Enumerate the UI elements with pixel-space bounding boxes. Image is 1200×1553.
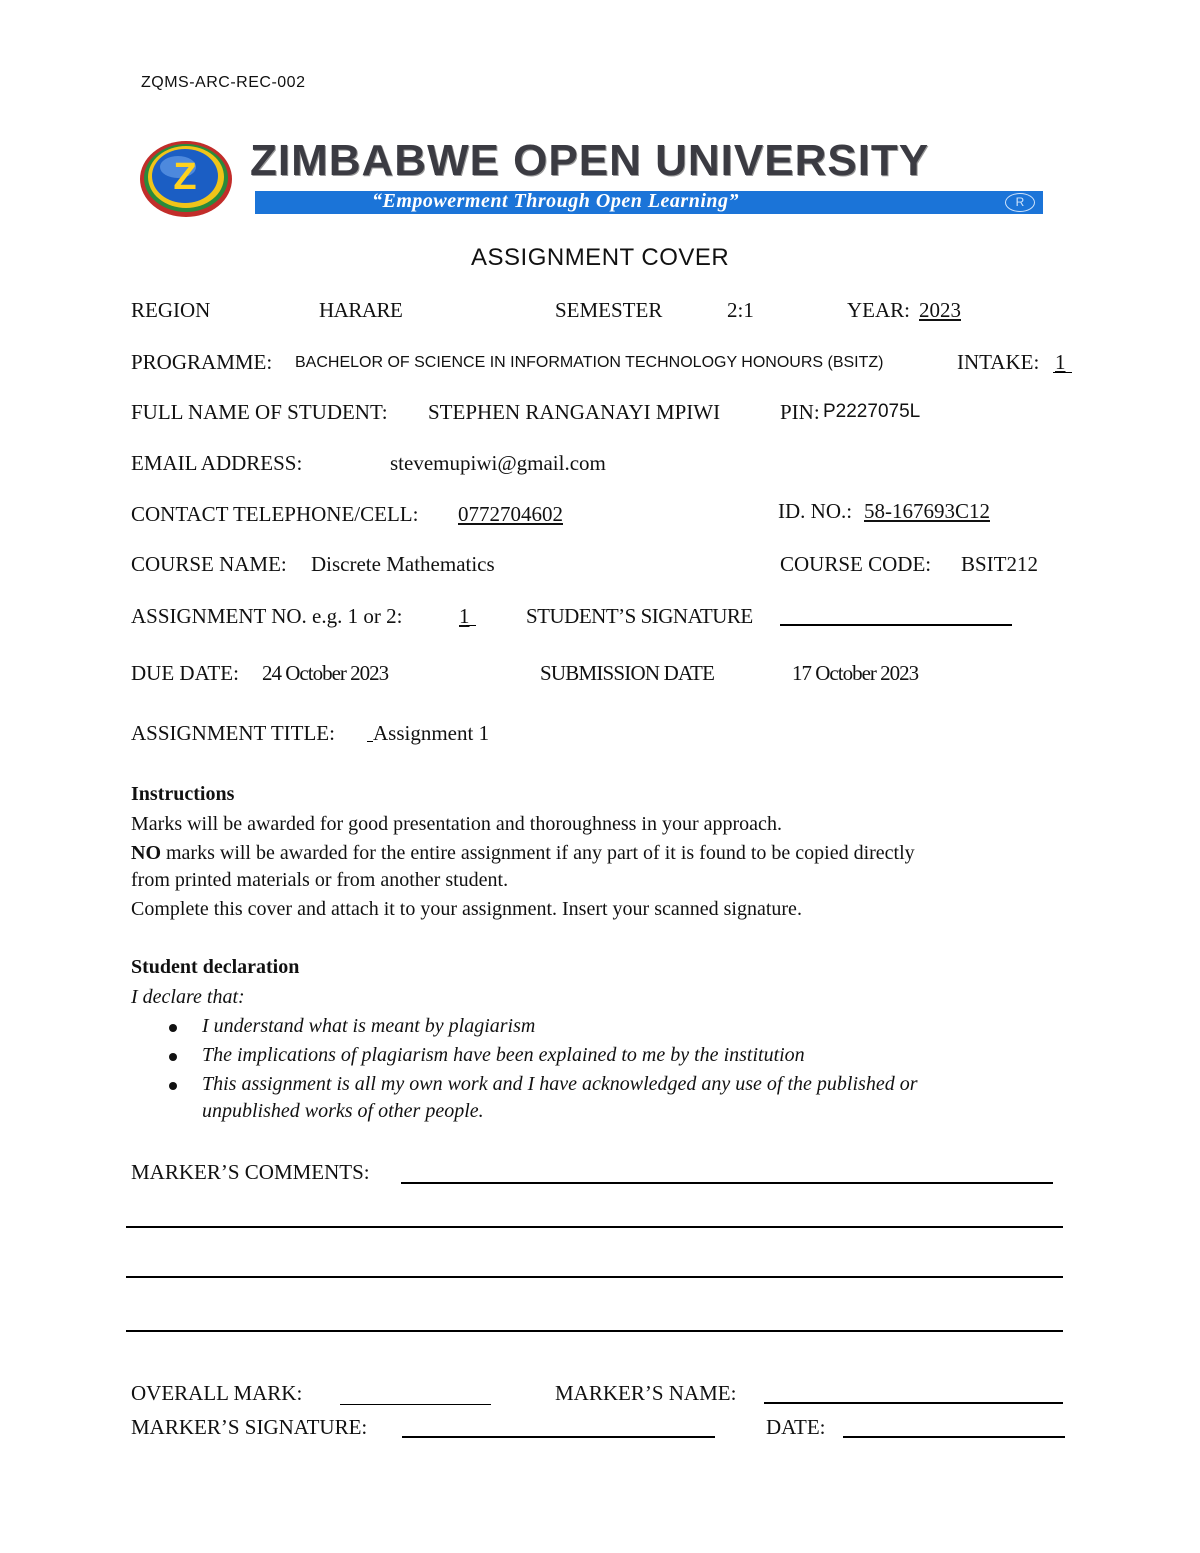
marker-comments-line[interactable]	[126, 1276, 1063, 1278]
student-signature-label: STUDENT’S SIGNATURE	[526, 604, 753, 628]
intake-underline	[1053, 372, 1072, 373]
marker-signature-field[interactable]	[402, 1436, 715, 1438]
id-number-value: 58-167693C12	[864, 499, 990, 523]
intake-label: INTAKE:	[957, 350, 1040, 374]
course-code-value: BSIT212	[961, 552, 1039, 576]
declaration-item: The implications of plagiarism have been explained to me by the institution	[202, 1044, 805, 1066]
semester-value: 2:1	[727, 298, 754, 322]
course-code-label: COURSE CODE:	[780, 552, 932, 576]
intake-value: 1	[1055, 350, 1066, 374]
instructions-no-emphasis: NO	[131, 842, 161, 864]
contact-value: 0772704602	[458, 502, 563, 526]
instructions-line-3: from printed materials or from another student.	[131, 869, 509, 891]
marker-name-field[interactable]	[764, 1402, 1063, 1404]
document-reference: ZQMS-ARC-REC-002	[141, 74, 306, 91]
overall-mark-label: OVERALL MARK:	[131, 1381, 303, 1405]
instructions-line-2-text: marks will be awarded for the entire assignment if any part of it is found to be copied directly	[161, 842, 915, 864]
pin-label: PIN:	[780, 400, 820, 424]
id-number-label: ID. NO.:	[778, 499, 853, 523]
page-title: ASSIGNMENT COVER	[471, 244, 730, 271]
marker-name-label: MARKER’S NAME:	[555, 1381, 737, 1405]
year-label: YEAR:	[847, 298, 910, 322]
marker-comments-line[interactable]	[126, 1226, 1063, 1228]
declaration-intro: I declare that:	[131, 986, 245, 1008]
declaration-heading: Student declaration	[131, 956, 300, 978]
student-name-label: FULL NAME OF STUDENT:	[131, 400, 388, 424]
bullet-icon	[169, 1024, 177, 1032]
email-value: stevemupiwi@gmail.com	[390, 451, 606, 475]
programme-value: BACHELOR OF SCIENCE IN INFORMATION TECHNOLOGY HONOURS (BSITZ)	[295, 354, 884, 371]
semester-label: SEMESTER	[555, 298, 663, 322]
assignment-title-value: Assignment 1	[373, 721, 490, 745]
registered-mark-icon: R	[1005, 193, 1035, 212]
marker-comments-label: MARKER’S COMMENTS:	[131, 1160, 370, 1184]
instructions-line-2	[131, 842, 915, 865]
due-date-label: DUE DATE:	[131, 661, 239, 685]
email-label: EMAIL ADDRESS:	[131, 451, 303, 475]
instructions-line-4: Complete this cover and attach it to your assignment. Insert your scanned signature.	[131, 898, 802, 920]
assignment-number-value: 1	[459, 604, 470, 628]
university-slogan: “Empowerment Through Open Learning”	[372, 190, 740, 212]
instructions-heading: Instructions	[131, 783, 235, 805]
due-date-value: 24 October 2023	[262, 661, 389, 685]
bullet-icon	[169, 1053, 177, 1061]
year-value: 2023	[919, 298, 961, 322]
marker-comments-line[interactable]	[126, 1330, 1063, 1332]
marker-date-label: DATE:	[766, 1415, 826, 1439]
instructions-line-1: Marks will be awarded for good presentation and thoroughness in your approach.	[131, 813, 782, 835]
declaration-item-continuation: unpublished works of other people.	[202, 1100, 484, 1122]
submission-date-label: SUBMISSION DATE	[540, 661, 715, 685]
marker-comments-field[interactable]	[401, 1182, 1053, 1184]
assignment-number-label: ASSIGNMENT NO. e.g. 1 or 2:	[131, 604, 403, 628]
university-emblem-icon	[138, 137, 234, 219]
university-name: ZIMBABWE OPEN UNIVERSITY	[250, 136, 930, 185]
student-signature-field[interactable]	[780, 624, 1012, 626]
overall-mark-field[interactable]	[340, 1404, 491, 1405]
bullet-icon	[169, 1082, 177, 1090]
pin-value: P2227075L	[823, 401, 921, 422]
region-label: REGION	[131, 298, 211, 322]
marker-signature-label: MARKER’S SIGNATURE:	[131, 1415, 368, 1439]
course-name-label: COURSE NAME:	[131, 552, 287, 576]
contact-label: CONTACT TELEPHONE/CELL:	[131, 502, 419, 526]
student-name-value: STEPHEN RANGANAYI MPIWI	[428, 400, 721, 424]
course-name-value: Discrete Mathematics	[311, 552, 495, 576]
marker-date-field[interactable]	[843, 1436, 1065, 1438]
assignment-title-label: ASSIGNMENT TITLE:	[131, 721, 335, 745]
declaration-item: This assignment is all my own work and I have acknowledged any use of the published or	[202, 1073, 918, 1095]
region-value: HARARE	[319, 298, 403, 322]
emblem-letter: Z	[173, 156, 197, 198]
declaration-item: I understand what is meant by plagiarism	[202, 1015, 536, 1037]
assignment-number-underline	[466, 625, 476, 626]
submission-date-value: 17 October 2023	[792, 661, 919, 685]
programme-label: PROGRAMME:	[131, 350, 273, 374]
